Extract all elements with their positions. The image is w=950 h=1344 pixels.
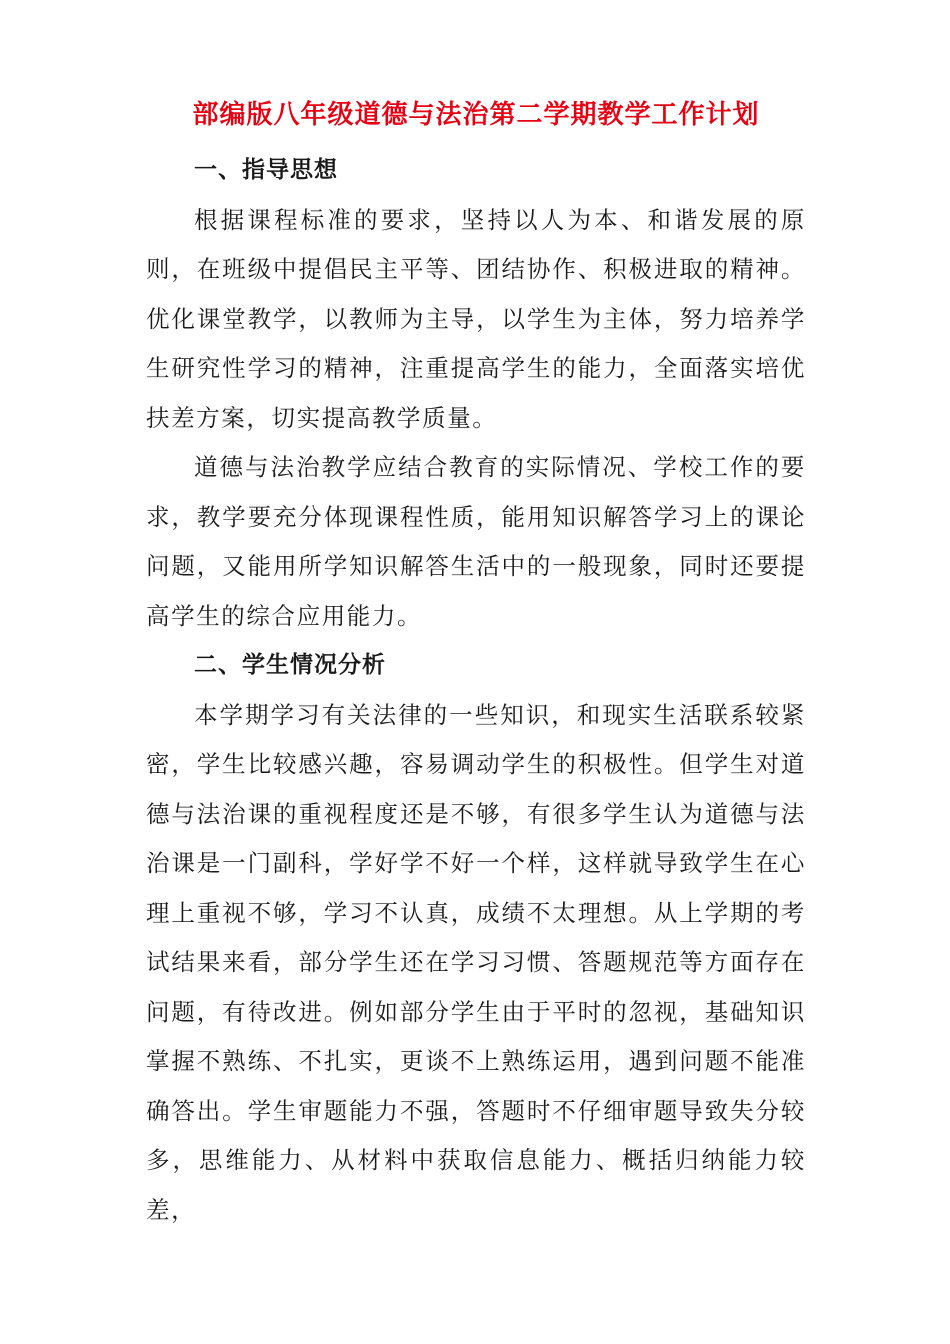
section-heading-student-analysis: 二、学生情况分析 — [194, 652, 386, 678]
paragraph: 根据课程标准的要求，坚持以人为本、和谐发展的原则，在班级中提倡民主平等、团结协作、积极进取的精神。优化课堂教学，以教师为主导，以学生为主体，努力培养学生研究性学习的精神，注重提高学生的能力，全面落实培优扶差方案，切实提高教学质量。 — [146, 205, 806, 432]
document-body — [146, 146, 806, 1235]
paragraph: 本学期学习有关法律的一些知识，和现实生活联系较紧密，学生比较感兴趣，容易调动学生的积极性。但学生对道德与法治课的重视程度还是不够，有很多学生认为道德与法治课是一门副科，学好学不好一个样，这样就导致学生在心理上重视不够，学习不认真，成绩不太理想。从上学期的考试结果来看，部分学生还在学习习惯、答题规范等方面存在问题，有待改进。例如部分学生由于平时的忽视，基础知识掌握不熟练、不扎实，更谈不上熟练运用，遇到问题不能准确答出。学生审题能力不强，答题时不仔细审题导致失分较多，思维能力、从材料中获取信息能力、概括归纳能力较差， — [146, 700, 806, 1224]
section-heading-guiding-ideology: 一、指导思想 — [194, 157, 338, 183]
paragraph: 道德与法治教学应结合教育的实际情况、学校工作的要求，教学要充分体现课程性质，能用知识解答学习上的课论问题，又能用所学知识解答生活中的一般现象，同时还要提高学生的综合应用能力。 — [146, 453, 806, 630]
document-title: 部编版八年级道德与法治第二学期教学工作计划 — [192, 100, 760, 130]
